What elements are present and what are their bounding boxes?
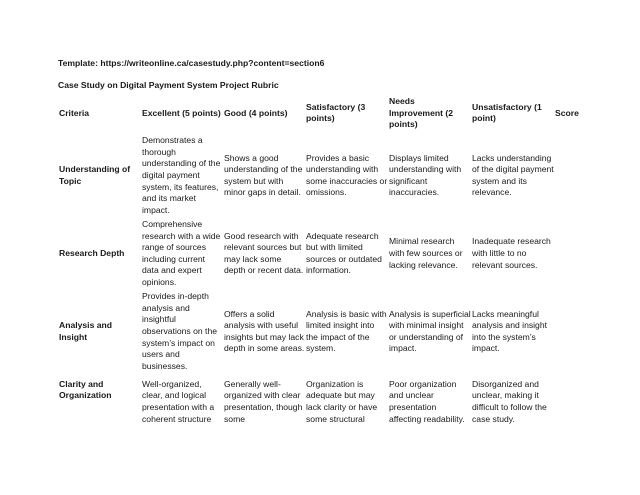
template-url-line: Template: https://writeonline.ca/casestudy.php?content=section6 — [58, 58, 325, 68]
good-cell: Shows a good understanding of the system but with minor gaps in detail. — [224, 152, 303, 198]
good-cell: Generally well-organized with clear presentation, though some — [224, 378, 303, 424]
good-cell: Offers a solid analysis with useful insights but may lack depth in some areas. — [224, 308, 305, 354]
needs-improvement-cell: Displays limited understanding with significant inaccuracies. — [389, 152, 462, 198]
score-cell — [554, 289, 594, 373]
satisfactory-cell: Analysis is basic with limited insight into the impact of the system. — [306, 308, 387, 354]
table-row — [58, 373, 594, 425]
unsatisfactory-cell: Lacks meaningful analysis and insight into the system’s impact. — [472, 308, 548, 354]
table-row — [58, 131, 594, 217]
header-needs-improvement: Needs Improvement (2 points) — [389, 96, 453, 130]
criteria-cell: Analysis and Insight — [59, 320, 113, 342]
table-row — [58, 217, 594, 289]
unsatisfactory-cell: Disorganized and unclear, making it difficult to follow the case study. — [472, 378, 547, 424]
excellent-cell: Comprehensive research with a wide range of sources including current data and expert opinions. — [142, 219, 221, 287]
satisfactory-cell: Organization is adequate but may lack clarity or have some structural — [306, 378, 378, 424]
header-score: Score — [555, 107, 579, 118]
table-row — [58, 289, 594, 373]
excellent-cell: Well-organized, clear, and logical presentation with a coherent structure — [142, 378, 215, 424]
unsatisfactory-cell: Inadequate research with little to no relevant sources. — [472, 236, 551, 270]
needs-improvement-cell: Analysis is superficial with minimal insight or understanding of impact. — [389, 308, 471, 354]
good-cell: Good research with relevant sources but may lack some depth or recent data. — [224, 230, 304, 276]
score-cell — [554, 217, 594, 289]
criteria-cell: Research Depth — [59, 247, 125, 258]
header-good: Good (4 points) — [224, 107, 288, 118]
header-unsatisfactory: Unsatisfactory (1 point) — [472, 101, 542, 124]
needs-improvement-cell: Poor organization and unclear presentation affecting readability. — [389, 378, 465, 424]
criteria-cell: Understanding of Topic — [59, 164, 131, 186]
rubric-table — [58, 96, 594, 425]
table-header-row — [58, 96, 594, 131]
header-excellent: Excellent (5 points) — [142, 107, 221, 118]
excellent-cell: Provides in-depth analysis and insightful observations on the system’s impact on users and businesses. — [142, 291, 218, 371]
unsatisfactory-cell: Lacks understanding of the digital payment system and its relevance. — [472, 152, 554, 198]
needs-improvement-cell: Minimal research with few sources or lacking relevance. — [389, 236, 463, 270]
satisfactory-cell: Provides a basic understanding with some inaccuracies or omissions. — [306, 152, 388, 198]
header-satisfactory: Satisfactory (3 points) — [306, 101, 366, 124]
satisfactory-cell: Adequate research but with limited sources or outdated information. — [306, 230, 382, 276]
criteria-cell: Clarity and Organization — [59, 378, 112, 401]
excellent-cell: Demonstrates a thorough understanding of the digital payment system, its features, and its market impact. — [142, 135, 221, 215]
rubric-title: Case Study on Digital Payment System Project Rubric — [58, 80, 279, 90]
score-cell — [554, 131, 594, 217]
score-cell — [554, 373, 594, 425]
header-criteria: Criteria — [59, 107, 90, 118]
